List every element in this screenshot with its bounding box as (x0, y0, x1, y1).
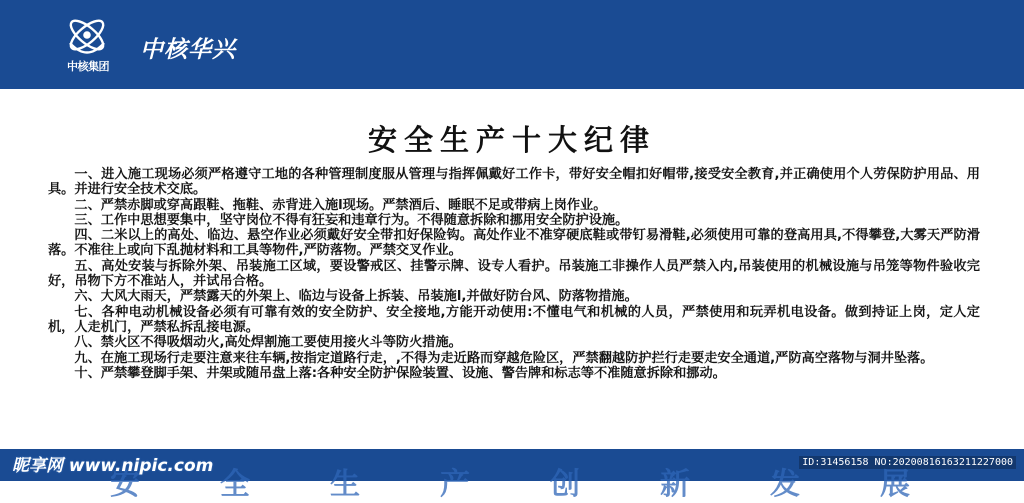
watermark-site: 昵享网 www.nipic.com (12, 456, 214, 476)
rules-list (48, 167, 980, 381)
footer-slogan: 安全生产创新发展 (110, 467, 990, 502)
rule-item: 八、禁火区不得吸烟动火,高处焊割施工要使用接火斗等防火措施。 (74, 335, 462, 351)
atom-orbit-logo-icon (62, 10, 112, 60)
rule-item: 六、大风大雨天，严禁露天的外架上、临边与设备上拆装、吊装施l,并做好防台风、防落物措施。 (74, 289, 638, 305)
rule-item: 一、进入施工现场必须严格遵守工地的各种管理制度服从管理与指挥佩戴好工作卡，带好安全帽扣好帽带,接受安全教育,并正确使用个人劳保防护用品、用具。并进行安全技术交底。 (48, 167, 980, 198)
rule-item: 二、严禁赤脚或穿高跟鞋、拖鞋、赤背进入施l现场。严禁酒后、睡眠不足或带病上岗作业。 (74, 197, 607, 213)
group-name: 中核集团 (67, 60, 109, 73)
page-title: 安全生产十大纪律 (367, 123, 656, 157)
rule-item: 九、在施工现场行走要注意来往车辆,按指定道路行走，,不得为走近路而穿越危险区，严禁翻越防护拦行走要走安全通道,严防高空落物与洞井坠落。 (74, 350, 934, 366)
brand-name: 中核华兴 (140, 37, 236, 63)
rule-item: 十、严禁攀登脚手架、井架或随吊盘上落:各种安全防护保险装置、设施、警告牌和标志等不准随意拆除和挪动。 (74, 365, 726, 381)
rule-item: 三、工作中思想要集中，坚守岗位不得有狂妄和违章行为。不得随意拆除和挪用安全防护设施。 (74, 212, 629, 228)
rule-item: 七、各种电动机械设备必须有可靠有效的安全防护、安全接地,方能开动使用:不懂电气和机械的人员，严禁使用和玩弄机电设备。做到持证上岗，定人定机，人走机门，严禁私拆乱接电源。 (48, 304, 980, 335)
rule-item: 五、高处安装与拆除外架、吊装施工区域，要设警戒区、挂警示牌、设专人看护。吊装施工非操作人员严禁入内,吊装使用的机械设施与吊笼等物件验收完好，吊物下方不准站人，并试吊合格。 (48, 258, 980, 290)
watermark-id: ID:31456158 NO:20200816163211227000 (799, 456, 1016, 469)
header-band (0, 0, 1024, 89)
rule-item: 四、二米以上的高处、临边、悬空作业必须戴好安全带扣好保险钩。高处作业不准穿硬底鞋或带钉易滑鞋,必须使用可靠的登高用具,不得攀登,大雾天严防滑落。不准往上或向下乱抛材料和工具等物件,严防落物。严禁交叉作业。 (48, 228, 980, 259)
